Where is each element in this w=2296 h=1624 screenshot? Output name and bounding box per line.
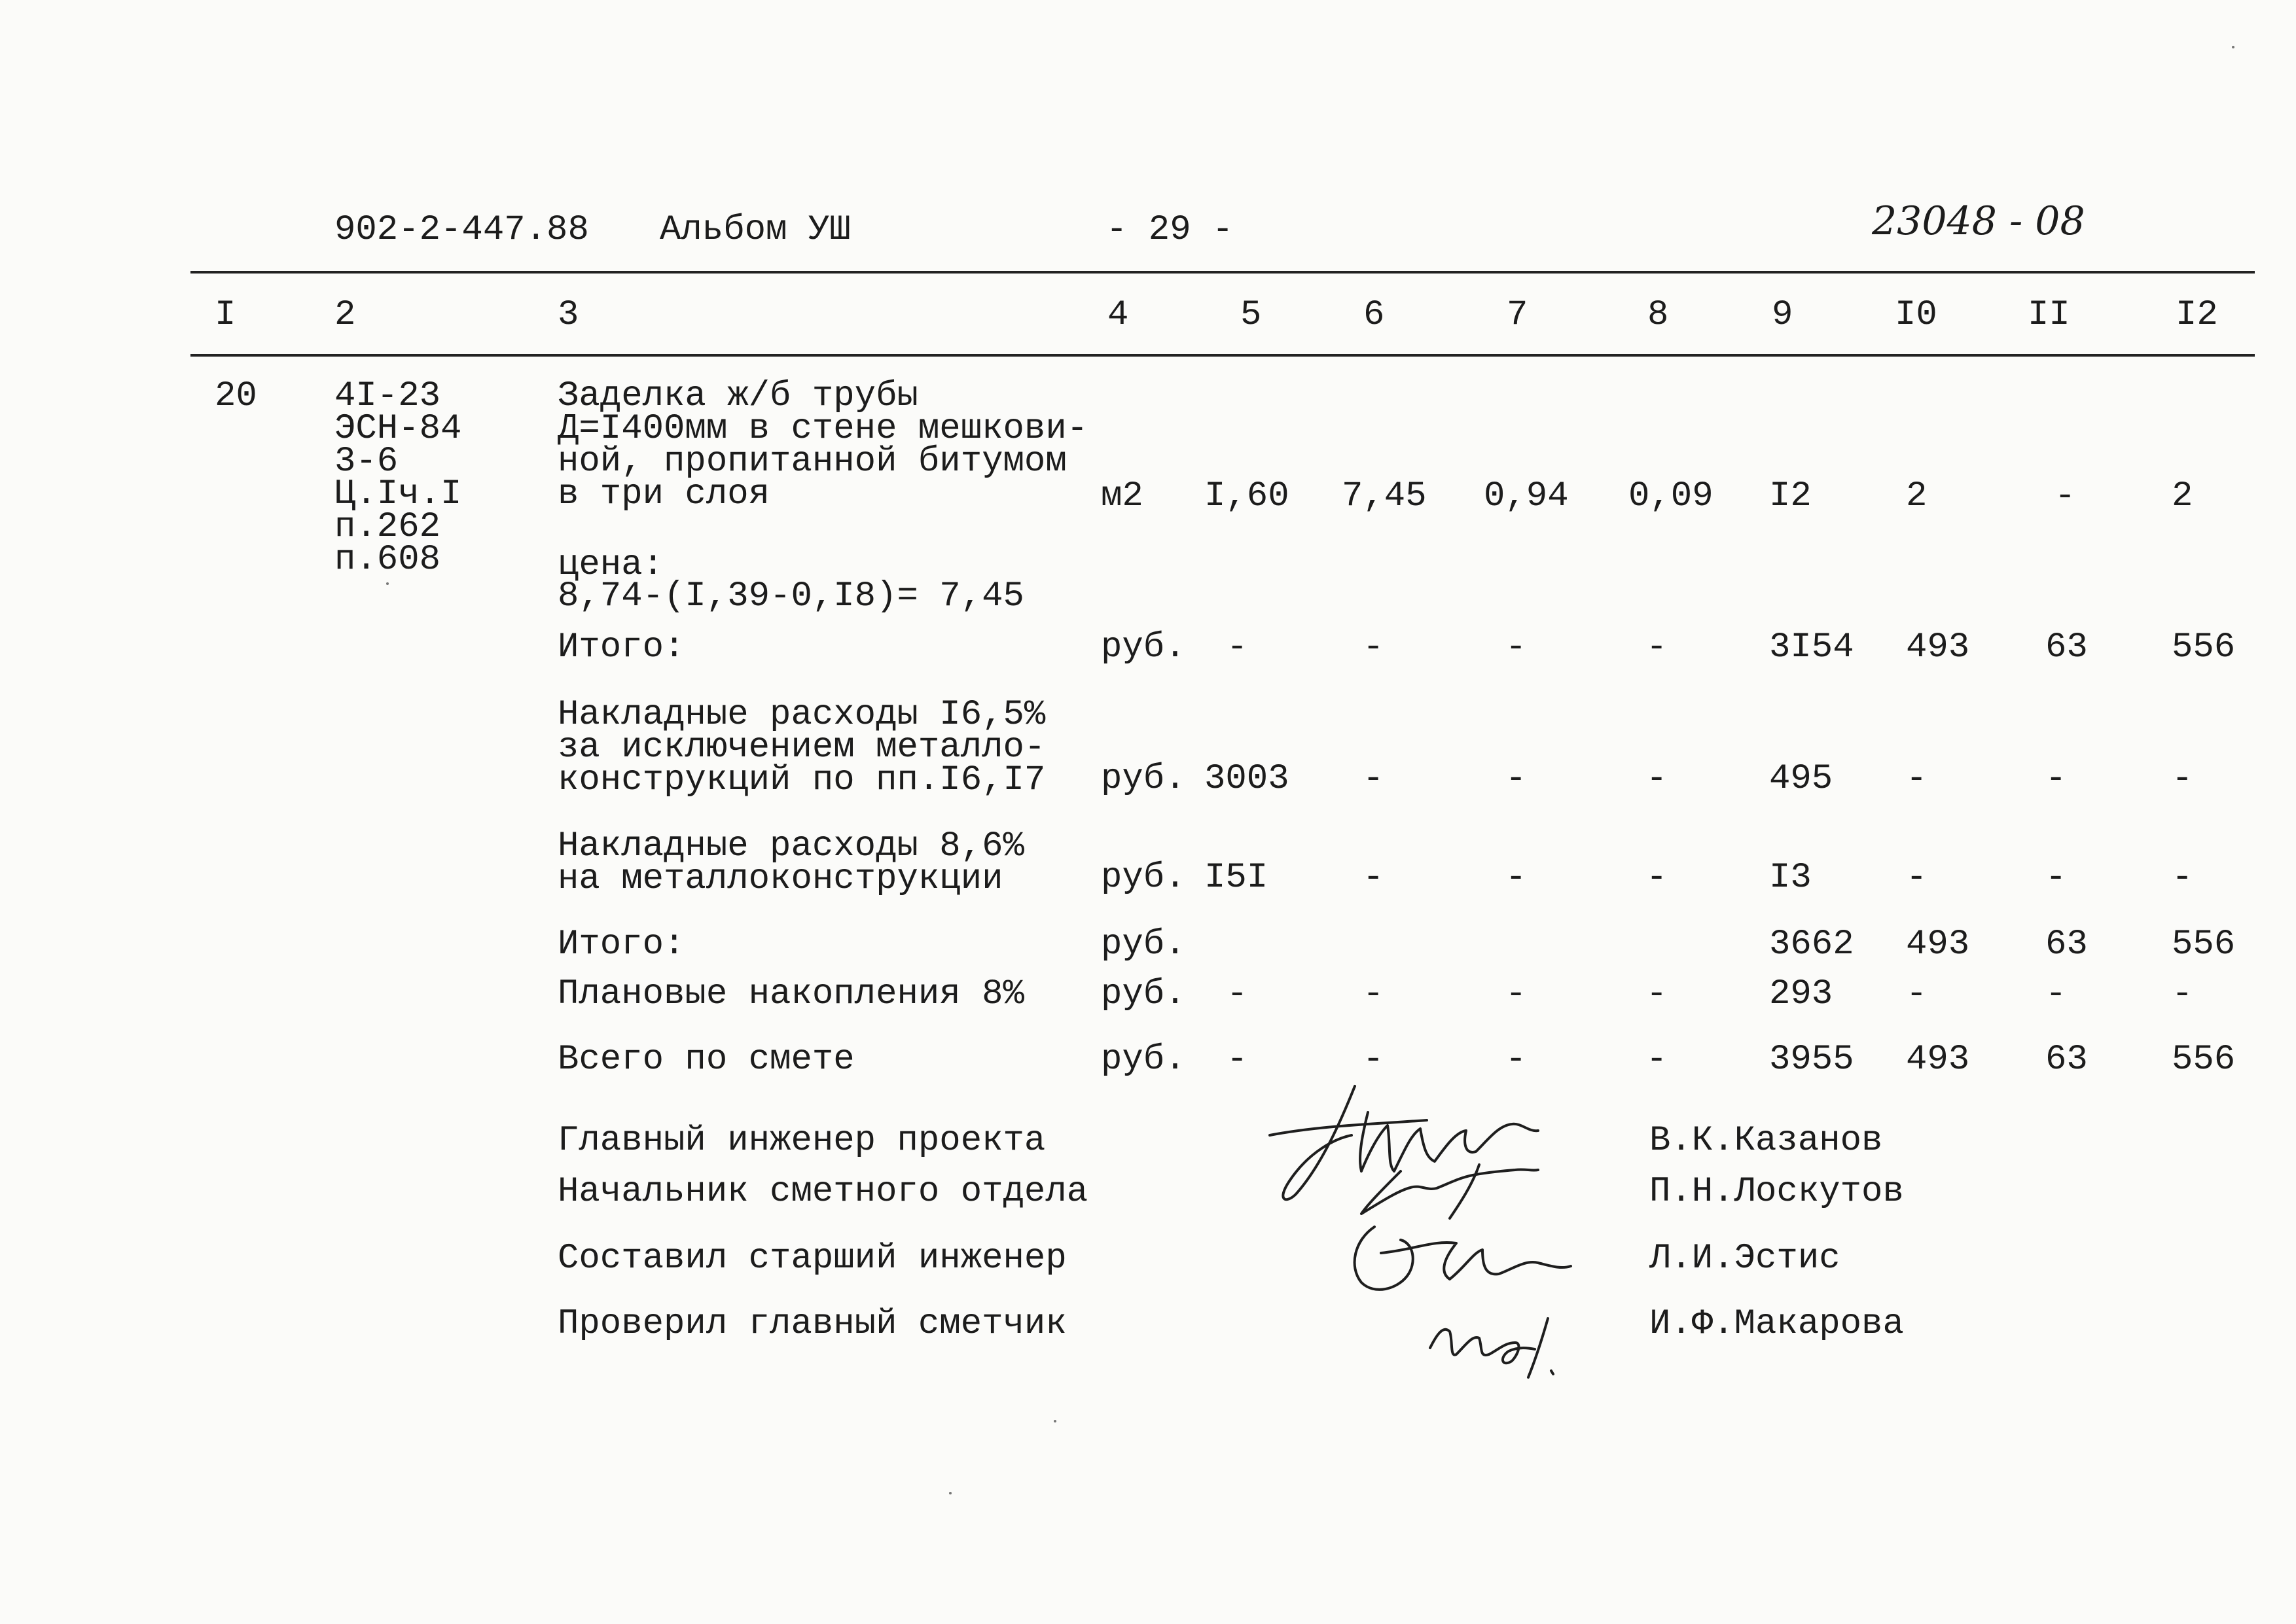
document-code: 902-2-447.88 bbox=[334, 210, 589, 250]
overhead-value: - bbox=[1646, 759, 1668, 799]
overhead-value: - bbox=[2172, 759, 2193, 799]
grand-total-value: 3955 bbox=[1769, 1040, 1854, 1080]
overhead-value: I3 bbox=[1769, 858, 1812, 898]
subtotal-value: 556 bbox=[2172, 627, 2236, 667]
entry-number: 20 bbox=[215, 376, 257, 416]
entry-reference: п.608 bbox=[334, 540, 441, 580]
signatory-role: Составил старший инженер bbox=[558, 1239, 1067, 1279]
column-number: 6 bbox=[1363, 295, 1385, 335]
entry-value: 2 bbox=[1906, 476, 1928, 516]
column-number: 2 bbox=[334, 295, 356, 335]
overhead-unit: руб. bbox=[1101, 858, 1186, 898]
signatory-name: П.Н.Лоскутов bbox=[1649, 1172, 1904, 1212]
entry-value: 0,94 bbox=[1484, 476, 1569, 516]
planned-savings-value: - bbox=[2172, 974, 2193, 1014]
entry-reference: п.262 bbox=[334, 507, 441, 547]
handwritten-signature bbox=[1335, 1214, 1597, 1305]
overhead-description-line: Накладные расходы 8,6% bbox=[558, 826, 1024, 866]
overhead-value: - bbox=[2045, 759, 2067, 799]
inventory-number: 23048 - 08 bbox=[1872, 198, 2085, 244]
handwritten-signature bbox=[1263, 1073, 1617, 1224]
grand-total-value: - bbox=[1646, 1040, 1668, 1080]
overhead-value: - bbox=[1505, 759, 1527, 799]
grand-total-value: 556 bbox=[2172, 1040, 2236, 1080]
overhead-value: - bbox=[1505, 858, 1527, 898]
entry-unit: м2 bbox=[1101, 476, 1143, 516]
signatory-role: Проверил главный сметчик bbox=[558, 1304, 1067, 1344]
planned-savings-value: 293 bbox=[1769, 974, 1833, 1014]
subtotal-value: - bbox=[1646, 627, 1668, 667]
subtotal-label: Итого: bbox=[558, 627, 685, 667]
entry-description-line: в три слоя bbox=[558, 474, 770, 514]
entry-description-line: Д=I400мм в стене мешкови- bbox=[558, 409, 1088, 449]
entry-value: I2 bbox=[1769, 476, 1812, 516]
column-number: I2 bbox=[2176, 295, 2218, 335]
entry-description-line: Заделка ж/б трубы bbox=[558, 376, 918, 416]
planned-savings-value: - bbox=[1505, 974, 1527, 1014]
column-number: 7 bbox=[1507, 295, 1528, 335]
signatory-name: В.К.Казанов bbox=[1649, 1121, 1883, 1161]
overhead-value: 3003 bbox=[1204, 759, 1289, 799]
planned-savings-value: - bbox=[1906, 974, 1928, 1014]
column-number: 9 bbox=[1772, 295, 1793, 335]
grand-total-unit: руб. bbox=[1101, 1040, 1186, 1080]
overhead-value: - bbox=[2172, 858, 2193, 898]
entry-value: 2 bbox=[2172, 476, 2193, 516]
subtotal-value: 63 bbox=[2045, 925, 2088, 964]
overhead-value: - bbox=[1906, 759, 1928, 799]
column-number: 4 bbox=[1107, 295, 1129, 335]
entry-value: I,60 bbox=[1204, 476, 1289, 516]
scan-speck bbox=[949, 1492, 952, 1494]
grand-total-value: - bbox=[1363, 1040, 1384, 1080]
signatory-role: Главный инженер проекта bbox=[558, 1121, 1046, 1161]
entry-reference: ЭСН-84 bbox=[334, 409, 462, 449]
subtotal-value: 63 bbox=[2045, 627, 2088, 667]
subtotal-label: Итого: bbox=[558, 925, 685, 964]
subtotal-unit: руб. bbox=[1101, 925, 1186, 964]
subtotal-value: 493 bbox=[1906, 627, 1970, 667]
subtotal-value: 3I54 bbox=[1769, 627, 1854, 667]
planned-savings-value: - bbox=[2045, 974, 2067, 1014]
planned-savings-value: - bbox=[1363, 974, 1384, 1014]
scan-speck bbox=[2232, 46, 2234, 48]
grand-total-value: 493 bbox=[1906, 1040, 1970, 1080]
handwritten-signature bbox=[1417, 1302, 1574, 1387]
album-label: Альбом УШ bbox=[660, 210, 851, 250]
planned-savings-unit: руб. bbox=[1101, 974, 1186, 1014]
subtotal-value: - bbox=[1505, 627, 1527, 667]
subtotal-value: 3662 bbox=[1769, 925, 1854, 964]
entry-value: - bbox=[2054, 476, 2076, 516]
overhead-value: - bbox=[1363, 858, 1384, 898]
scan-speck bbox=[1054, 1420, 1056, 1422]
overhead-description-line: за исключением металло- bbox=[558, 728, 1046, 768]
overhead-value: 495 bbox=[1769, 759, 1833, 799]
overhead-value: - bbox=[2045, 858, 2067, 898]
overhead-value: - bbox=[1906, 858, 1928, 898]
entry-reference: 4I-23 bbox=[334, 376, 441, 416]
subtotal-unit: руб. bbox=[1101, 627, 1186, 667]
overhead-value: - bbox=[1646, 858, 1668, 898]
scan-speck bbox=[386, 582, 389, 585]
column-number: 8 bbox=[1647, 295, 1669, 335]
overhead-value: I5I bbox=[1204, 858, 1268, 898]
subtotal-value: 493 bbox=[1906, 925, 1970, 964]
grand-total-value: - bbox=[1227, 1040, 1248, 1080]
planned-savings-value: - bbox=[1227, 974, 1248, 1014]
overhead-description-line: на металлоконструкции bbox=[558, 859, 1003, 899]
overhead-value: - bbox=[1363, 759, 1384, 799]
grand-total-value: - bbox=[1505, 1040, 1527, 1080]
subtotal-value: - bbox=[1227, 627, 1248, 667]
column-number: 5 bbox=[1240, 295, 1262, 335]
column-number: 3 bbox=[558, 295, 579, 335]
entry-value: 0,09 bbox=[1628, 476, 1713, 516]
column-number: II bbox=[2028, 295, 2070, 335]
column-header-rule bbox=[190, 354, 2255, 357]
subtotal-value: - bbox=[1363, 627, 1384, 667]
entry-reference: Ц.Iч.I bbox=[334, 474, 462, 514]
price-label: цена: bbox=[558, 545, 664, 585]
table-top-rule bbox=[190, 271, 2255, 274]
entry-value: 7,45 bbox=[1342, 476, 1427, 516]
overhead-description-line: Накладные расходы I6,5% bbox=[558, 695, 1046, 735]
subtotal-value: 556 bbox=[2172, 925, 2236, 964]
column-number: I0 bbox=[1895, 295, 1937, 335]
planned-savings-label: Плановые накопления 8% bbox=[558, 974, 1024, 1014]
entry-description-line: ной, пропитанной битумом bbox=[558, 442, 1067, 482]
grand-total-label: Всего по смете bbox=[558, 1040, 855, 1080]
grand-total-value: 63 bbox=[2045, 1040, 2088, 1080]
overhead-description-line: конструкций по пп.I6,I7 bbox=[558, 760, 1046, 800]
overhead-unit: руб. bbox=[1101, 759, 1186, 799]
signatory-role: Начальник сметного отдела bbox=[558, 1172, 1088, 1212]
price-formula: 8,74-(I,39-0,I8)= 7,45 bbox=[558, 576, 1024, 616]
signatory-name: И.Ф.Макарова bbox=[1649, 1304, 1904, 1344]
signatory-name: Л.И.Эстис bbox=[1649, 1239, 1840, 1279]
page-number: - 29 - bbox=[1106, 210, 1234, 250]
column-number: I bbox=[215, 295, 236, 335]
entry-reference: 3-6 bbox=[334, 442, 399, 482]
planned-savings-value: - bbox=[1646, 974, 1668, 1014]
